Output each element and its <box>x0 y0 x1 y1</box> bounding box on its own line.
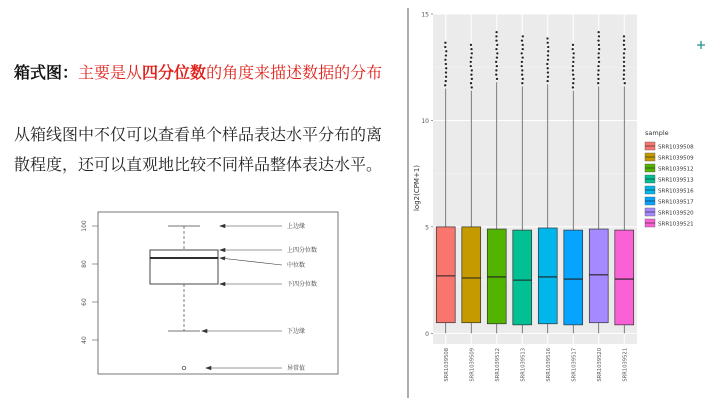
outlier-point <box>470 56 472 58</box>
outlier-point <box>521 65 523 67</box>
outlier-point <box>547 54 549 56</box>
outlier-point <box>547 59 549 61</box>
outlier-point <box>547 76 549 78</box>
x-tick-label: SRR1039513 <box>520 348 527 382</box>
outlier-point <box>495 74 497 76</box>
x-tick-label: SRR1039521 <box>622 348 629 382</box>
heading-pre: 主要是从 <box>78 63 143 82</box>
outlier-point <box>495 48 497 50</box>
x-tick-label: SRR1039517 <box>571 348 578 382</box>
outlier-point <box>546 37 548 39</box>
outlier-point <box>495 39 497 41</box>
outlier-point <box>470 65 472 67</box>
outlier-point <box>572 86 574 88</box>
outlier-point <box>623 48 625 50</box>
outlier-point <box>470 44 472 46</box>
outlier-point <box>547 46 549 48</box>
outlier-point <box>471 52 473 54</box>
outlier-point <box>495 35 497 37</box>
outlier-point <box>471 78 473 80</box>
label-upper-quartile: 上四分位数 <box>287 247 318 254</box>
outlier-point <box>522 48 524 50</box>
outlier-point <box>598 44 600 46</box>
outlier-point <box>445 76 447 78</box>
legend-label: SRR1039512 <box>658 166 694 173</box>
label-outlier: 异常值 <box>287 365 306 372</box>
corner-mark <box>695 40 705 50</box>
outlier-point <box>597 39 599 41</box>
x-tick-label: SRR1039508 <box>443 348 450 382</box>
y-tick-label: 0 <box>425 330 429 338</box>
schematic-box <box>150 250 218 284</box>
y-axis-label: log2(CPM+1) <box>413 164 421 212</box>
heading-bold: 箱式图 <box>14 63 63 82</box>
x-tick-label: SRR1039512 <box>494 348 501 382</box>
outlier-point <box>597 31 599 33</box>
outlier-point <box>623 74 625 76</box>
outlier-point <box>495 31 497 33</box>
outlier-point <box>623 35 625 37</box>
outlier-point <box>445 67 447 69</box>
outlier-point <box>522 44 524 46</box>
outlier-point <box>623 56 625 58</box>
outlier-point <box>572 61 574 63</box>
outlier-point <box>496 52 498 54</box>
outlier-point <box>547 71 549 73</box>
outlier-point <box>623 69 625 71</box>
outlier-point <box>597 82 599 84</box>
outlier-point <box>521 61 523 63</box>
y-tick-label: 10 <box>421 117 429 125</box>
heading-post: 的角度来描述数据的分布 <box>206 63 383 82</box>
schematic-tick-80: 80 <box>81 260 88 268</box>
box-body <box>615 230 634 325</box>
outlier-point <box>471 69 473 71</box>
outlier-point <box>444 59 446 61</box>
outlier-point <box>521 39 523 41</box>
outlier-point <box>572 74 574 76</box>
outlier-point <box>445 50 447 52</box>
schematic-tick-100: 100 <box>81 220 88 232</box>
outlier-point <box>547 50 549 52</box>
outlier-point <box>496 65 498 67</box>
outlier-point <box>623 65 625 67</box>
box-body <box>538 228 557 324</box>
schematic-outlier-point <box>182 366 186 370</box>
outlier-point <box>546 80 548 82</box>
outlier-point <box>572 48 574 50</box>
outlier-point <box>623 44 625 46</box>
label-upper-edge: 上边缘 <box>287 223 306 230</box>
y-tick-label: 5 <box>425 224 429 232</box>
x-tick-label: SRR1039509 <box>469 348 476 382</box>
outlier-point <box>496 56 498 58</box>
outlier-point <box>495 69 497 71</box>
outlier-point <box>522 35 524 37</box>
slide-description: 从箱线图中不仅可以查看单个样品表达水平分布的离散程度，还可以直观地比较不同样品整体表达水平。 <box>14 125 383 174</box>
outlier-point <box>597 65 599 67</box>
outlier-point <box>547 42 549 44</box>
outlier-point <box>597 78 599 80</box>
outlier-point <box>470 48 472 50</box>
outlier-point <box>573 78 575 80</box>
outlier-point <box>444 84 446 86</box>
outlier-point <box>597 74 599 76</box>
outlier-point <box>445 80 447 82</box>
x-tick-label: SRR1039516 <box>545 348 552 382</box>
outlier-point <box>598 35 600 37</box>
outlier-point <box>470 61 472 63</box>
outlier-point <box>521 56 523 58</box>
box-body <box>589 229 608 323</box>
box-body <box>513 230 532 325</box>
outlier-point <box>496 78 498 80</box>
outlier-point <box>598 48 600 50</box>
outlier-point <box>623 39 625 41</box>
outlier-point <box>573 52 575 54</box>
outlier-point <box>624 82 626 84</box>
sample-boxplot-chart <box>405 8 705 398</box>
outlier-point <box>572 65 574 67</box>
outlier-point <box>623 78 625 80</box>
legend-label: SRR1039508 <box>658 144 694 151</box>
legend-label: SRR1039520 <box>658 210 694 217</box>
box-body <box>436 227 455 323</box>
schematic-frame <box>98 212 338 374</box>
slide-heading <box>14 58 394 88</box>
outlier-point <box>444 46 446 48</box>
outlier-point <box>522 78 524 80</box>
outlier-point <box>445 54 447 56</box>
outlier-point <box>623 61 625 63</box>
heading-colon: ： <box>62 63 79 82</box>
outlier-point <box>445 71 447 73</box>
legend-label: SRR1039521 <box>658 221 694 228</box>
outlier-point <box>471 86 473 88</box>
legend-label: SRR1039517 <box>658 199 694 206</box>
outlier-point <box>521 52 523 54</box>
outlier-point <box>597 56 599 58</box>
outlier-point <box>572 69 574 71</box>
outlier-point <box>623 52 625 54</box>
outlier-point <box>598 52 600 54</box>
box-body <box>462 227 481 323</box>
outlier-point <box>572 44 574 46</box>
legend-label: SRR1039509 <box>658 155 694 162</box>
label-median: 中位数 <box>287 262 306 269</box>
outlier-point <box>597 69 599 71</box>
outlier-point <box>470 82 472 84</box>
outlier-point <box>547 67 549 69</box>
schematic-tick-40: 40 <box>81 336 88 344</box>
outlier-point <box>572 82 574 84</box>
y-tick-label: 15 <box>421 11 429 19</box>
outlier-point <box>496 44 498 46</box>
x-tick-label: SRR1039520 <box>596 348 603 382</box>
outlier-point <box>445 63 447 65</box>
label-lower-quartile: 下四分位数 <box>287 281 318 288</box>
boxplot-schematic <box>70 208 340 376</box>
outlier-point <box>444 42 446 44</box>
outlier-point <box>572 56 574 58</box>
outlier-point <box>598 61 600 63</box>
label-lower-edge: 下边缘 <box>287 328 306 335</box>
outlier-point <box>470 74 472 76</box>
heading-emphasis: 四分位数 <box>142 63 207 82</box>
outlier-point <box>546 63 548 65</box>
outlier-point <box>521 82 523 84</box>
legend-label: SRR1039513 <box>658 177 694 184</box>
outlier-point <box>521 74 523 76</box>
legend-title: sample <box>645 129 669 137</box>
schematic-tick-60: 60 <box>81 298 88 306</box>
outlier-point <box>521 69 523 71</box>
legend-label: SRR1039516 <box>658 188 694 195</box>
outlier-point <box>495 61 497 63</box>
box-body <box>564 230 583 325</box>
